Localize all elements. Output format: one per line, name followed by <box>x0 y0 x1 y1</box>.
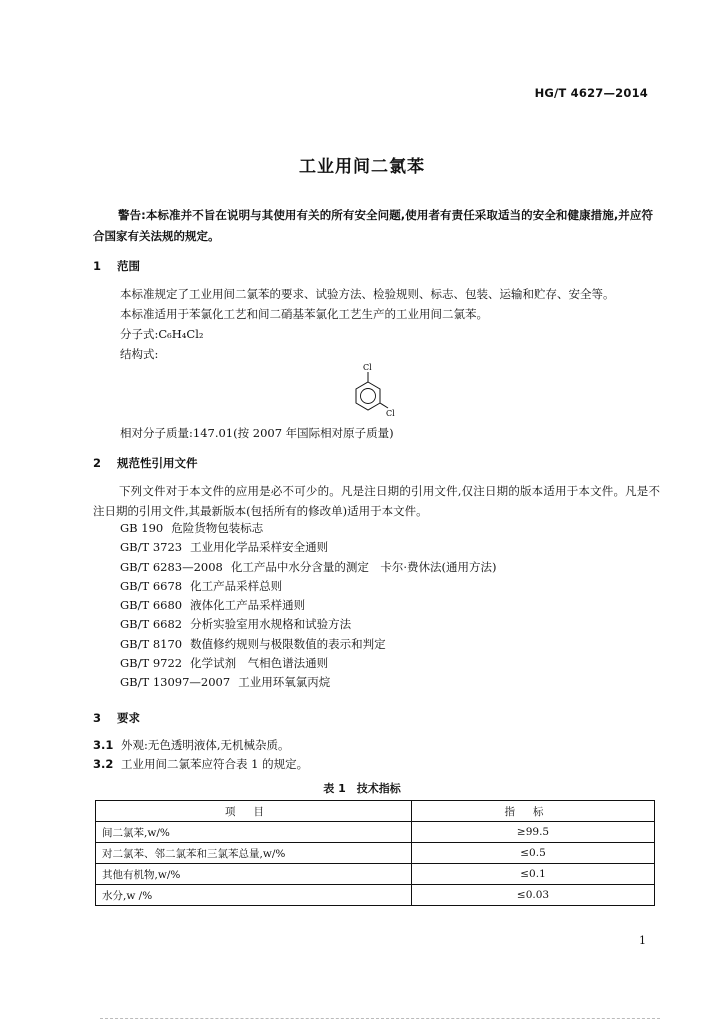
reference-item: GB 190 危险货物包装标志 <box>120 521 264 535</box>
section-2-heading <box>93 455 198 471</box>
requirement-item <box>93 756 308 772</box>
requirement-item <box>93 737 290 753</box>
section-number: 1 <box>93 259 102 273</box>
molecular-formula: 分子式:C₆H₄Cl₂ <box>120 327 204 341</box>
reference-item: GB/T 6283—2008 化工产品中水分含量的测定 卡尔·费休法(通用方法) <box>120 559 497 574</box>
standard-code: HG/T 4627—2014 <box>534 86 648 100</box>
section-number: 2 <box>93 456 102 470</box>
benzene-ring <box>356 382 380 410</box>
table-caption: 表 1 技术指标 <box>323 782 401 795</box>
table-cell-value: ≤0.1 <box>412 864 655 885</box>
requirement-number: 3.2 <box>93 757 114 771</box>
reference-item: GB/T 9722 化学试剂 气相色谱法通则 <box>120 656 329 671</box>
reference-list <box>120 520 497 694</box>
page-number: 1 <box>639 934 646 947</box>
reference-item: GB/T 6680 液体化工产品采样通则 <box>120 598 306 613</box>
table-row <box>96 885 655 906</box>
section-number: 3 <box>93 711 102 725</box>
normative-references-intro: 下列文件对于本文件的应用是必不可少的。凡是注日期的引用文件,仅注日期的版本适用于本文件。凡是不注日期的引用文件,其最新版本(包括所有的修改单)适用于本文件。 <box>93 484 660 518</box>
benzene-structure-diagram <box>344 362 404 422</box>
section-title: 规范性引用文件 <box>117 456 198 470</box>
table-cell-item: 水分,w /% <box>96 885 412 906</box>
scope-paragraph-2: 本标准适用于苯氯化工艺和间二硝基苯氯化工艺生产的工业用间二氯苯。 <box>120 307 488 321</box>
molecular-mass: 相对分子质量:147.01(按 2007 年国际相对原子质量) <box>120 426 394 440</box>
chlorine-label-bottom: Cl <box>386 409 395 418</box>
section-title: 要求 <box>117 711 140 725</box>
table-row <box>96 843 655 864</box>
table-cell-item: 对二氯苯、邻二氯苯和三氯苯总量,w/% <box>96 843 412 864</box>
warning-paragraph: 警告:本标准并不旨在说明与其使用有关的所有安全问题,使用者有责任采取适当的安全和健康措施,并应符合国家有关法规的规定。 <box>93 208 653 243</box>
structure-label: 结构式: <box>120 347 159 361</box>
column-header-value: 指标 <box>412 801 655 822</box>
table-cell-item: 间二氯苯,w/% <box>96 822 412 843</box>
section-1-heading <box>93 258 140 274</box>
table-cell-item: 其他有机物,w/% <box>96 864 412 885</box>
reference-item: GB/T 6678 化工产品采样总则 <box>120 578 283 593</box>
column-header-item: 项目 <box>96 801 412 822</box>
table-row <box>96 864 655 885</box>
scan-artifact-divider <box>100 1018 660 1019</box>
table-cell-value: ≥99.5 <box>412 822 655 843</box>
table-row <box>96 822 655 843</box>
requirement-text: 外观:无色透明液体,无机械杂质。 <box>121 738 290 752</box>
reference-item: GB/T 6682 分析实验室用水规格和试验方法 <box>120 617 352 632</box>
table-cell-value: ≤0.5 <box>412 843 655 864</box>
reference-item: GB/T 8170 数值修约规则与极限数值的表示和判定 <box>120 636 386 651</box>
chlorine-label-top: Cl <box>363 363 372 372</box>
scope-paragraph-1: 本标准规定了工业用间二氯苯的要求、试验方法、检验规则、标志、包装、运输和贮存、安全等。 <box>120 287 615 301</box>
section-title: 范围 <box>117 259 140 273</box>
requirement-number: 3.1 <box>93 738 114 752</box>
reference-item: GB/T 3723 工业用化学品采样安全通则 <box>120 540 329 555</box>
reference-item: GB/T 13097—2007 工业用环氧氯丙烷 <box>120 675 331 690</box>
table-cell-value: ≤0.03 <box>412 885 655 906</box>
requirement-text: 工业用间二氯苯应符合表 1 的规定。 <box>121 757 309 771</box>
section-3-heading <box>93 710 140 726</box>
document-title: 工业用间二氯苯 <box>299 157 425 177</box>
technical-spec-table <box>95 800 655 906</box>
table-header-row <box>96 801 655 822</box>
